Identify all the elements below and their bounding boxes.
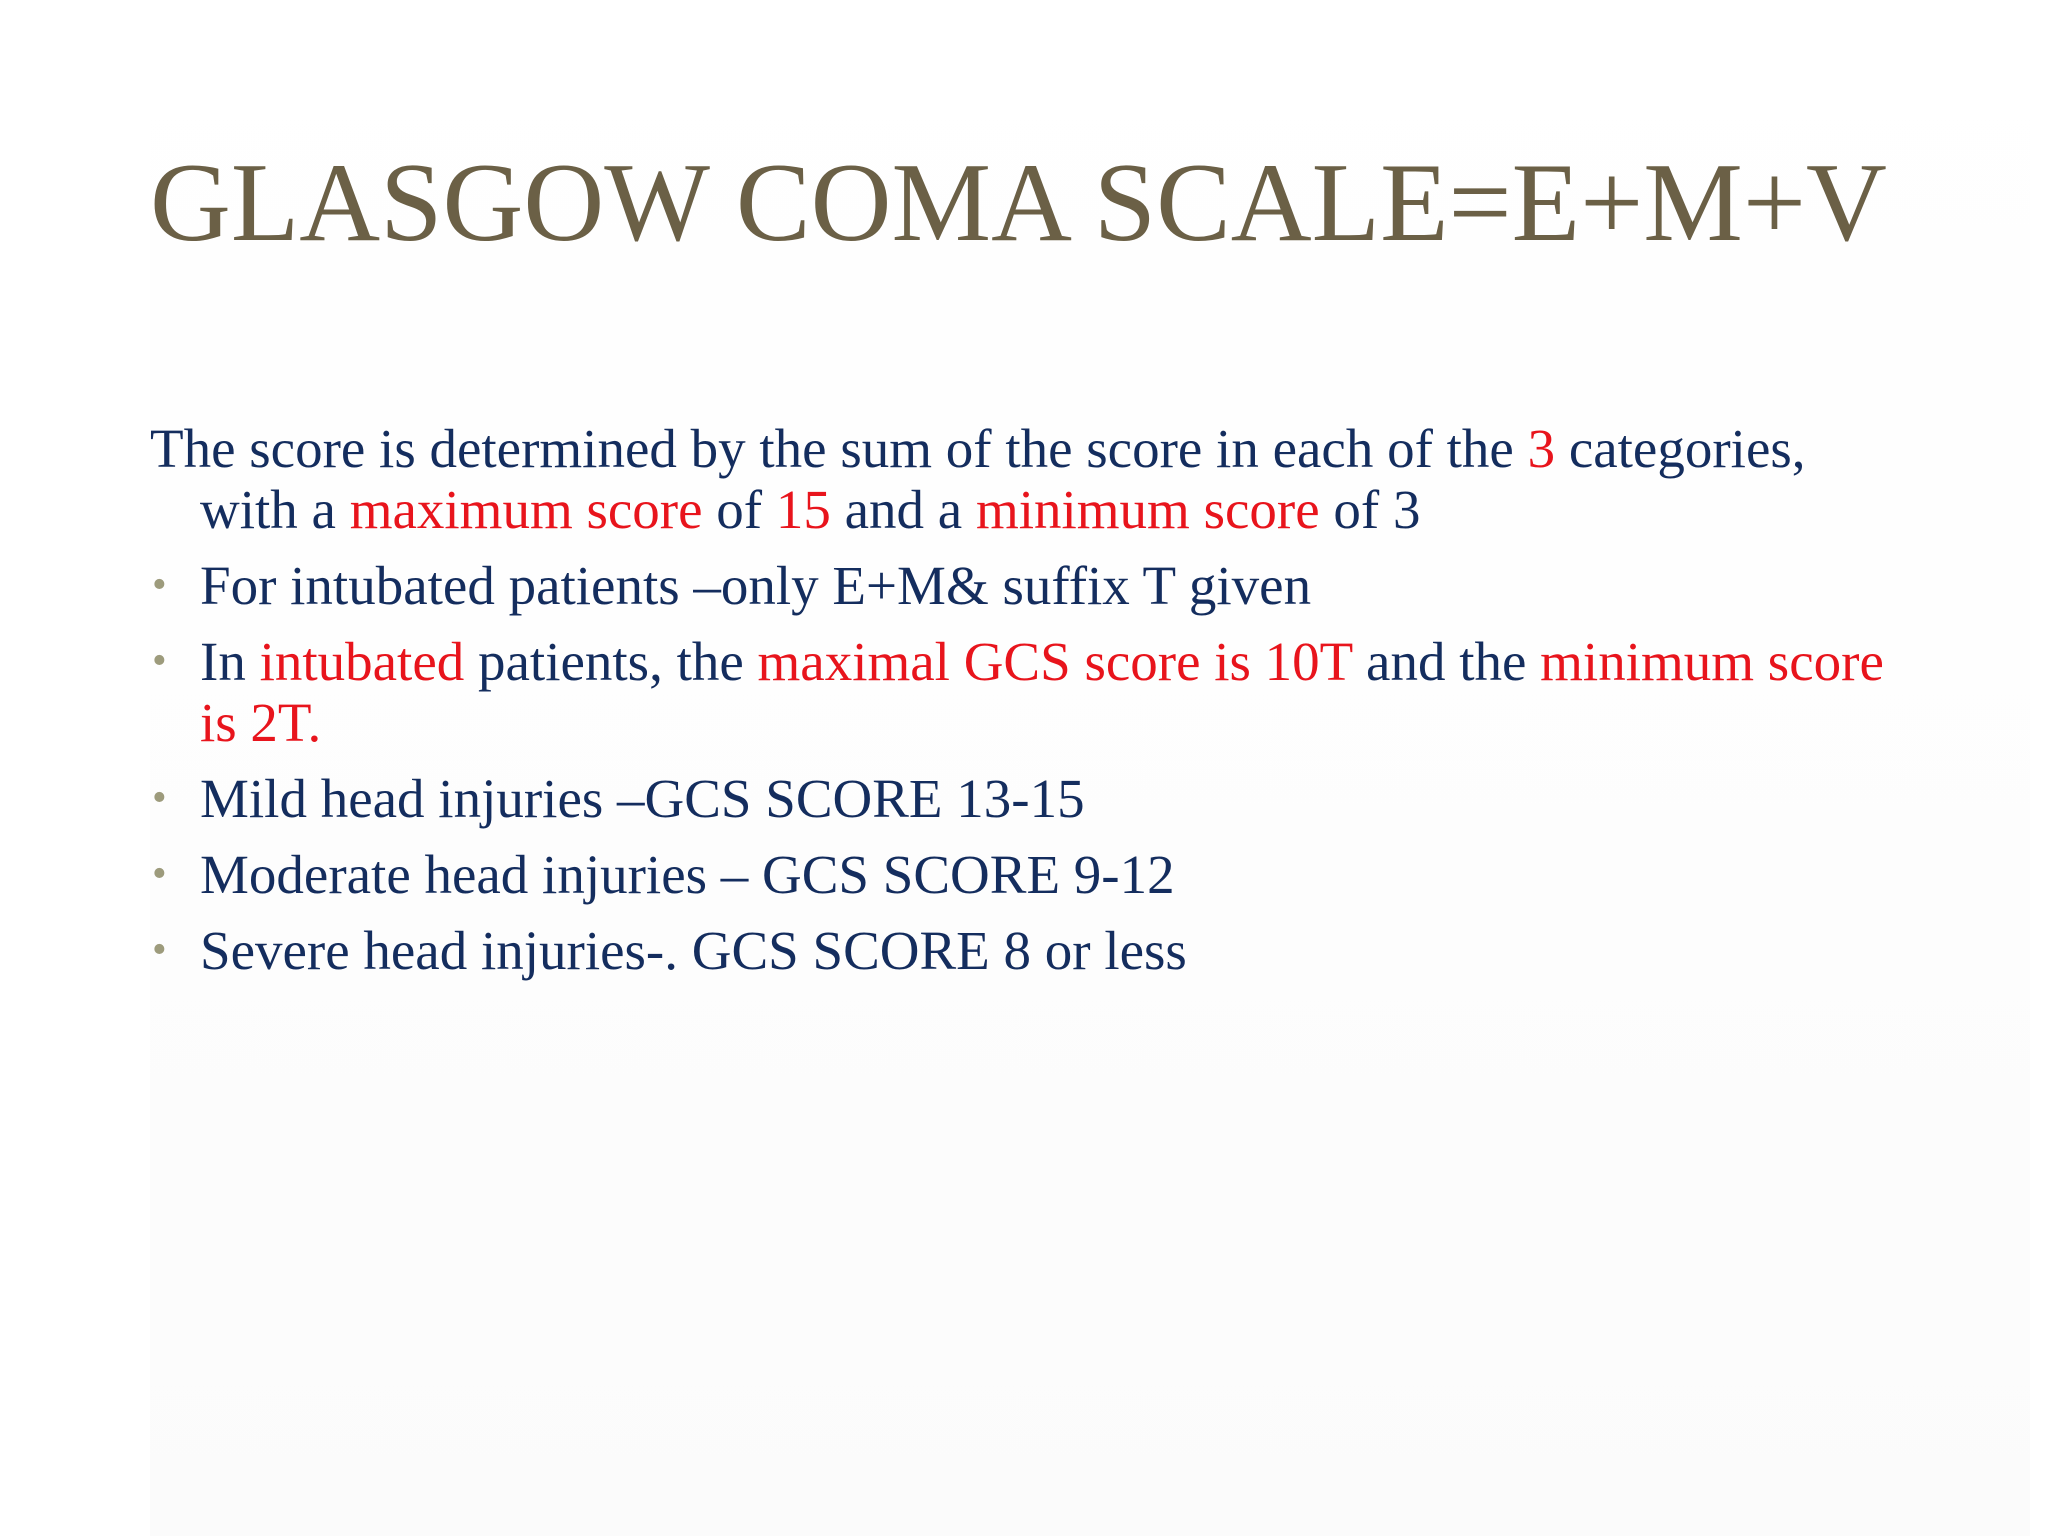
intro-highlight: maximum score: [349, 479, 703, 540]
intro-highlight: 3: [1527, 418, 1556, 479]
intro-paragraph: [150, 418, 1910, 540]
bullet-highlight: maximal GCS score is 10T: [757, 631, 1353, 692]
bullet-item-intubated-scoring: [150, 555, 1910, 616]
bullet-item-severe: [150, 920, 1910, 981]
bullet-item-moderate: [150, 844, 1910, 905]
intro-text: of 3: [1319, 479, 1421, 540]
intro-text: of: [702, 479, 776, 540]
bullet-dot-icon: •: [152, 562, 167, 608]
bullet-text: In: [200, 631, 260, 692]
intro-highlight: minimum score: [975, 479, 1320, 540]
slide-body: [150, 418, 1910, 996]
bullet-text: Moderate head injuries – GCS SCORE 9-12: [200, 844, 1175, 905]
intro-text: The score is determined by the sum of the score in each of the: [150, 418, 1528, 479]
intro-text: and a: [830, 479, 976, 540]
bullet-highlight: intubated: [259, 631, 465, 692]
bullet-text: and the: [1352, 631, 1541, 692]
bullet-text: Severe head injuries-. GCS SCORE 8 or less: [200, 920, 1187, 981]
bullet-dot-icon: •: [152, 851, 167, 897]
bullet-dot-icon: •: [152, 927, 167, 973]
slide-title: GLASGOW COMA SCALE=E+M+V: [150, 141, 1887, 265]
bullet-item-intubated-range: [150, 631, 1910, 753]
bullet-dot-icon: •: [152, 775, 167, 821]
bullet-dot-icon: •: [152, 638, 167, 684]
intro-text: categories, with a: [200, 418, 1806, 540]
intro-highlight: 15: [775, 479, 831, 540]
bullet-item-mild: [150, 768, 1910, 829]
bullet-text: For intubated patients –only E+M& suffix T given: [200, 555, 1312, 616]
bullet-text: Mild head injuries –GCS SCORE 13-15: [200, 768, 1085, 829]
bullet-text: patients, the: [464, 631, 758, 692]
bullet-highlight: minimum score is 2T.: [200, 631, 1884, 753]
